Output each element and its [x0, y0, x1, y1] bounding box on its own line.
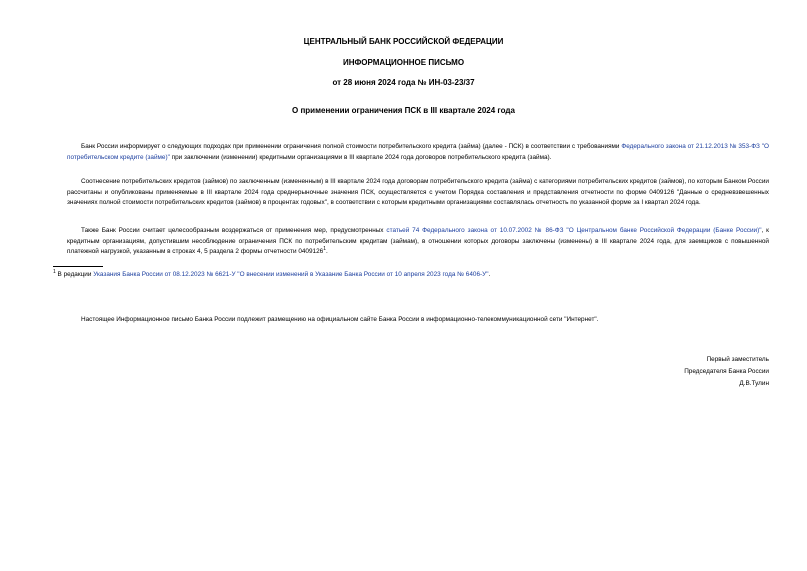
paragraph-1-text-a: Банк России информирует о следующих подходах при применении ограничения полной стоимости потребительского кредита (займа) (далее - ПСК) в соответствии с требованиями [81, 143, 622, 150]
paragraph-1-text-b: при заключении (изменении) кредитными организациями в III квартале 2024 года договоров потребительского кредита (займа). [169, 153, 552, 161]
footnote-text-a: В редакции [55, 271, 94, 278]
signature-position-2: Председателя Банка России [684, 368, 769, 375]
paragraph-2: Соотнесение потребительских кредитов (займов) по заключенным (измененным) в III квартале 2024 года договорам потребительского кредита (займа) с категориями потребительских кредитов (займов), по которым Банком России рассчитаны и опубликованы применяемые в III квартале 2024 года среднерыночные значения ПСК, осуществляется с учетом Порядка составления и представления отчетности по форме 0409126 "Данные о средневзвешенных значениях полной стоимости потребительских кредитов (займов) в процентах годовых", в соответствии с которым кредитными организациями составлялась отчетность по указанной форме за I квартал 2024 года. [67, 178, 769, 206]
directive-6621-u-link[interactable]: Указания Банка России от 08.12.2023 № 6621-У "О внесении изменений в Указание Банка России от 10 апреля 2023 года № 6406-У" [93, 271, 489, 278]
footnote-ref[interactable]: 1 [323, 245, 326, 252]
doc-date-number: от 28 июня 2024 года № ИН-03-23/37 [332, 78, 475, 87]
doc-type-title: ИНФОРМАЦИОННОЕ ПИСЬМО [342, 58, 465, 67]
org-title: ЦЕНТРАЛЬНЫЙ БАНК РОССИЙСКОЙ ФЕДЕРАЦИИ [303, 37, 504, 46]
footnote-marker: 1 [53, 268, 56, 275]
footnote [53, 270, 490, 280]
paragraph-3 [67, 226, 769, 258]
paragraph-3-text-b: , к кредитным организациям, допустившим несоблюдение ограничения ПСК по потребительским кредитам (займам), в отношении которых договоры заключены (изменены) в III квартале 2024 года, для заемщиков с повышенной платежной нагрузкой, указанным в строках 4, 5 раздела 2 формы отчетности 0409126 [67, 227, 769, 255]
paragraph-1 [67, 142, 769, 163]
law-86-fz-link[interactable]: статьей 74 Федерального закона от 10.07.2002 № 86-ФЗ "О Центральном банке Российской Федерации (Банке России)" [386, 227, 762, 234]
signature-name: Д.В.Тулин [739, 380, 769, 387]
paragraph-3-text-c: . [326, 248, 328, 255]
footnote-text-b: . [488, 271, 491, 278]
law-353-fz-link[interactable]: Федерального закона от 21.12.2013 № 353-ФЗ "О потребительском кредите (займе)" [67, 143, 769, 161]
footnote-divider [53, 266, 103, 267]
paragraph-publication: Настоящее Информационное письмо Банка России подлежит размещению на официальном сайте Банка России в информационно-телекоммуникационной сети "Интернет". [81, 316, 599, 323]
paragraph-3-text-a: Также Банк России считает целесообразным воздержаться от применения мер, предусмотренных [81, 227, 387, 234]
doc-subject: О применении ограничения ПСК в III квартале 2024 года [292, 106, 515, 115]
signature-position-1: Первый заместитель [706, 356, 769, 363]
